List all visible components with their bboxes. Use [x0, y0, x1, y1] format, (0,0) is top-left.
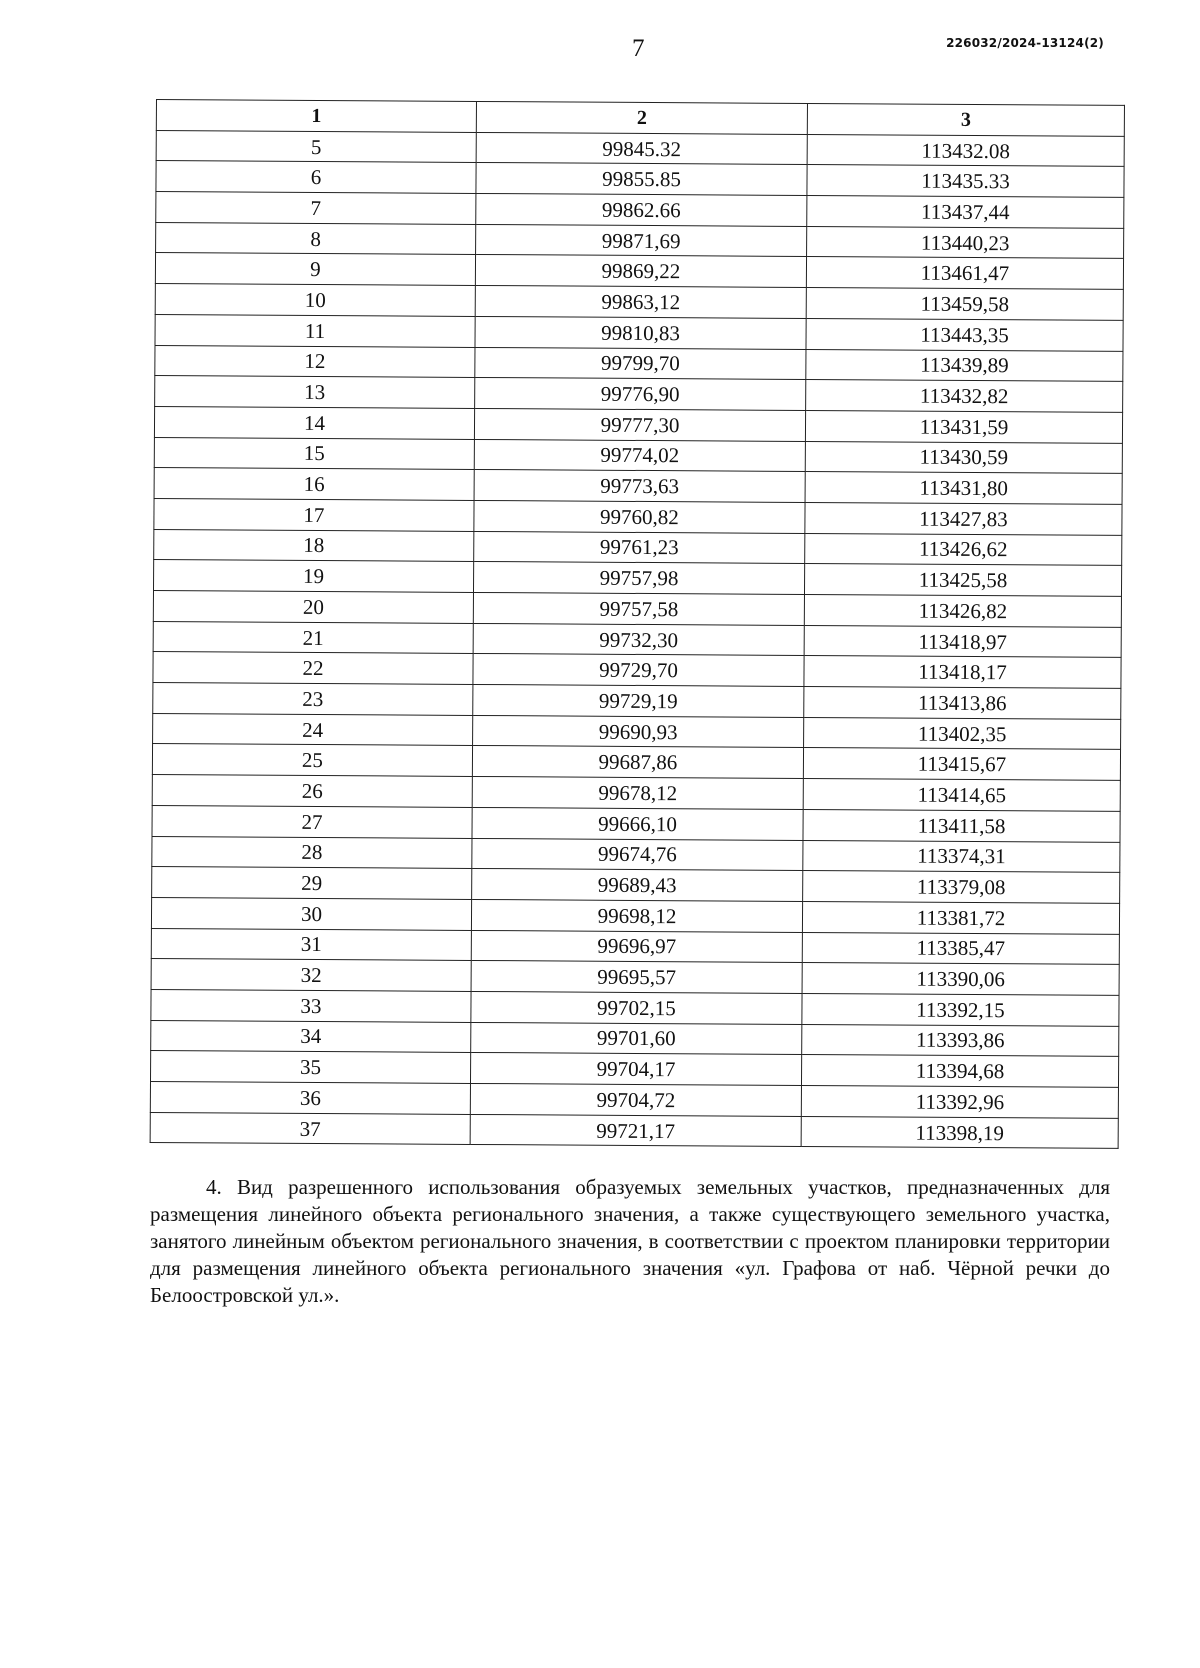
point-number: 33	[151, 989, 471, 1022]
coordinate-x: 99869,22	[475, 255, 806, 288]
coordinate-y: 113415,67	[803, 748, 1120, 781]
point-number: 6	[156, 161, 476, 194]
point-number: 17	[154, 498, 474, 531]
table-row	[150, 1112, 1118, 1149]
point-number: 5	[156, 130, 476, 163]
page-number: 7	[632, 35, 645, 62]
point-number: 12	[155, 345, 475, 378]
coordinate-x: 99799,70	[475, 347, 806, 380]
point-number: 24	[153, 713, 473, 746]
coordinate-y: 113379,08	[803, 871, 1120, 904]
coordinate-x: 99701,60	[471, 1022, 802, 1055]
point-number: 25	[152, 744, 472, 777]
coordinate-x: 99698,12	[471, 899, 802, 932]
coordinate-x: 99871,69	[476, 224, 807, 257]
coordinate-y: 113435.33	[807, 165, 1124, 198]
coordinate-y: 113390,06	[802, 963, 1119, 996]
point-number: 32	[151, 959, 471, 992]
coordinate-x: 99695,57	[471, 961, 802, 994]
coordinate-y: 113418,97	[804, 625, 1121, 658]
coordinate-x: 99678,12	[472, 777, 803, 810]
coordinate-y: 113394,68	[801, 1055, 1118, 1088]
point-number: 9	[155, 253, 475, 286]
coordinate-y: 113392,15	[802, 993, 1119, 1026]
point-number: 26	[152, 775, 472, 808]
coordinate-y: 113459,58	[806, 288, 1123, 321]
coordinate-x: 99855.85	[476, 163, 807, 196]
coordinate-x: 99810,83	[475, 316, 806, 349]
coordinate-y: 113443,35	[806, 318, 1123, 351]
column-header-3: 3	[807, 103, 1124, 136]
coordinate-x: 99702,15	[471, 991, 802, 1024]
coordinate-x: 99774,02	[474, 439, 805, 472]
point-number: 22	[153, 652, 473, 685]
document-id: 226032/2024-13124(2)	[946, 36, 1104, 50]
coordinate-y: 113381,72	[802, 901, 1119, 934]
point-number: 30	[151, 897, 471, 930]
coordinate-x: 99863,12	[475, 286, 806, 319]
coordinate-x: 99666,10	[472, 807, 803, 840]
coordinate-y: 113426,82	[804, 594, 1121, 627]
coordinate-y: 113426,62	[805, 533, 1122, 566]
point-number: 19	[153, 560, 473, 593]
coordinate-y: 113418,17	[804, 656, 1121, 689]
point-number: 16	[154, 468, 474, 501]
coordinate-y: 113392,96	[801, 1085, 1118, 1118]
coordinate-y: 113414,65	[803, 779, 1120, 812]
coordinate-x: 99777,30	[474, 408, 805, 441]
point-number: 35	[150, 1051, 470, 1084]
point-number: 34	[151, 1020, 471, 1053]
point-number: 7	[156, 192, 476, 225]
coordinates-table	[150, 99, 1125, 1149]
point-number: 13	[155, 376, 475, 409]
point-number: 21	[153, 621, 473, 654]
column-header-2: 2	[476, 101, 807, 134]
coordinate-x: 99687,86	[472, 746, 803, 779]
coordinate-y: 113431,80	[805, 472, 1122, 505]
point-number: 23	[153, 683, 473, 716]
coordinate-y: 113411,58	[803, 809, 1120, 842]
coordinate-y: 113461,47	[806, 257, 1123, 290]
coordinate-x: 99721,17	[470, 1114, 801, 1147]
coordinate-x: 99776,90	[475, 378, 806, 411]
coordinate-x: 99704,17	[470, 1053, 801, 1086]
coordinate-y: 113432,82	[806, 380, 1123, 413]
coordinate-y: 113427,83	[805, 502, 1122, 535]
coordinate-x: 99696,97	[471, 930, 802, 963]
column-header-1: 1	[156, 100, 476, 133]
point-number: 10	[155, 284, 475, 317]
point-number: 37	[150, 1112, 470, 1145]
coordinate-x: 99773,63	[474, 470, 805, 503]
table-body	[150, 130, 1124, 1149]
point-number: 8	[156, 222, 476, 255]
point-number: 14	[154, 406, 474, 439]
body-paragraph: 4. Вид разрешенного использования образуемых земельных участков, предназначенных для размещения линейного объекта регионального значения, а также существующего земельного участка, занятого линейным объектом регионального значения, в соответствии с проектом планировки территории для размещения линейного объекта регионального значения «ул. Графова от наб. Чёрной речки до Белоостровской ул.».	[150, 1175, 1110, 1307]
coordinate-x: 99757,98	[473, 562, 804, 595]
coordinate-x: 99845.32	[476, 132, 807, 165]
coordinate-y: 113425,58	[804, 564, 1121, 597]
coordinate-y: 113398,19	[801, 1116, 1118, 1149]
point-number: 20	[153, 590, 473, 623]
coordinate-y: 113374,31	[803, 840, 1120, 873]
coordinate-y: 113439,89	[806, 349, 1123, 382]
point-number: 36	[150, 1081, 470, 1114]
point-number: 15	[154, 437, 474, 470]
coordinate-x: 99729,70	[473, 654, 804, 687]
coordinate-y: 113430,59	[805, 441, 1122, 474]
coordinate-x: 99757,58	[473, 592, 804, 625]
point-number: 31	[151, 928, 471, 961]
coordinate-y: 113393,86	[802, 1024, 1119, 1057]
coordinate-x: 99674,76	[472, 838, 803, 871]
coordinate-x: 99760,82	[474, 500, 805, 533]
coordinate-x: 99732,30	[473, 623, 804, 656]
point-number: 11	[155, 314, 475, 347]
point-number: 29	[152, 867, 472, 900]
coordinate-y: 113431,59	[805, 410, 1122, 443]
point-number: 28	[152, 836, 472, 869]
point-number: 27	[152, 805, 472, 838]
coordinate-y: 113440,23	[807, 226, 1124, 259]
coordinate-x: 99761,23	[474, 531, 805, 564]
coordinate-x: 99690,93	[473, 715, 804, 748]
point-number: 18	[154, 529, 474, 562]
coordinate-y: 113402,35	[804, 717, 1121, 750]
coordinate-y: 113413,86	[804, 687, 1121, 720]
coordinate-x: 99704,72	[470, 1083, 801, 1116]
coordinate-x: 99862.66	[476, 194, 807, 227]
coordinate-x: 99729,19	[473, 685, 804, 718]
coordinate-y: 113437,44	[807, 196, 1124, 229]
coordinate-y: 113432.08	[807, 134, 1124, 167]
coordinate-y: 113385,47	[802, 932, 1119, 965]
coordinate-x: 99689,43	[472, 869, 803, 902]
